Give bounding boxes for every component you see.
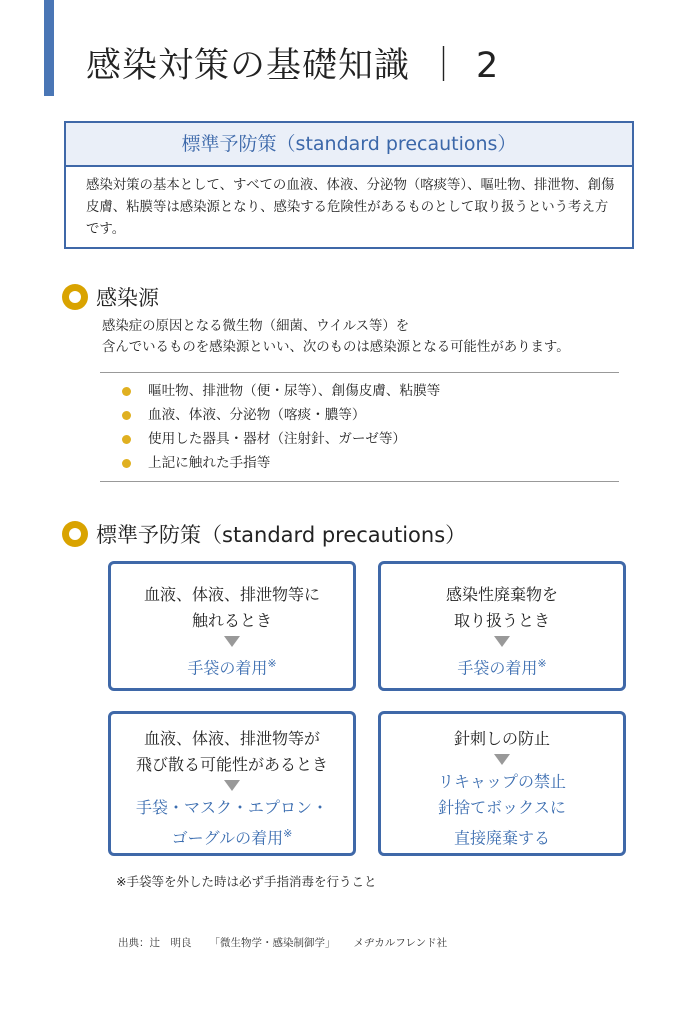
card-note-mark: ※ [283, 827, 293, 840]
card-action [381, 651, 623, 681]
page-number: 2 [476, 46, 500, 86]
page-title-text: 感染対策の基礎知識 [86, 46, 411, 86]
list-item: 血液、体液、分泌物（喀痰・膿等） [100, 403, 619, 427]
footnote: ※手袋等を外した時は必ず手指消毒を行うこと [116, 874, 377, 889]
infection-source-description [102, 316, 570, 358]
intro-box [64, 121, 634, 249]
description-line: 含んでいるものを感染源といい、次のものは感染源となる可能性があります。 [102, 340, 570, 355]
section-heading-infection-source [62, 282, 159, 312]
title-accent-bar [44, 0, 54, 96]
card-condition: 血液、体液、排泄物等に 触れるとき [143, 585, 320, 630]
section-heading-text: 感染源 [96, 286, 159, 310]
title-separator: ｜ [426, 46, 463, 86]
arrow-down-icon [224, 636, 240, 647]
card-action [111, 651, 353, 681]
card-action [111, 795, 353, 851]
source-credit [118, 935, 465, 950]
list-item: 嘔吐物、排泄物（便・尿等）、創傷皮膚、粘膜等 [100, 379, 619, 403]
card-action-text: リキャップの禁止 針捨てボックスに 直接廃棄する [437, 772, 566, 848]
credit-source-label: 出典：辻 明良 [118, 937, 192, 949]
credit-publisher: メヂカルフレンド社 [353, 937, 448, 949]
card-action-text: 手袋・マスク・エプロン・ ゴーグルの着用 [135, 798, 328, 848]
precaution-card-needlestick [378, 711, 626, 856]
precaution-card-splash [108, 711, 356, 856]
infection-source-list [100, 372, 619, 482]
arrow-down-icon [494, 754, 510, 765]
arrow-down-icon [224, 780, 240, 791]
arrow-down-icon [494, 636, 510, 647]
card-action [381, 769, 623, 851]
precaution-card-waste [378, 561, 626, 691]
list-item: 使用した器具・器材（注射針、ガーゼ等） [100, 427, 619, 451]
card-note-mark: ※ [537, 657, 547, 670]
circle-bullet-icon [62, 284, 88, 310]
credit-book: 「微生物学・感染制御学」 [209, 937, 336, 949]
intro-heading: 標準予防策（standard precautions） [66, 123, 632, 167]
list-item: 上記に触れた手指等 [100, 451, 619, 475]
card-condition: 針刺しの防止 [453, 729, 550, 748]
page-title [86, 38, 499, 88]
card-action-text: 手袋の着用 [457, 658, 538, 678]
intro-body: 感染対策の基本として、すべての血液、体液、分泌物（喀痰等）、嘔吐物、排泄物、創傷皮膚、粘膜等は感染源となり、感染する危険性があるものとして取り扱うという考え方です。 [86, 178, 615, 237]
section-heading-text: 標準予防策（standard precautions） [96, 523, 467, 547]
card-action-text: 手袋の着用 [187, 658, 268, 678]
circle-bullet-icon [62, 521, 88, 547]
description-line: 感染症の原因となる微生物（細菌、ウイルス等）を [102, 319, 410, 334]
card-condition: 血液、体液、排泄物等が 飛び散る可能性があるとき [135, 729, 328, 774]
precaution-card-contact [108, 561, 356, 691]
card-condition: 感染性廃棄物を 取り扱うとき [445, 585, 558, 630]
card-note-mark: ※ [267, 657, 277, 670]
section-heading-standard-precautions [62, 519, 466, 549]
